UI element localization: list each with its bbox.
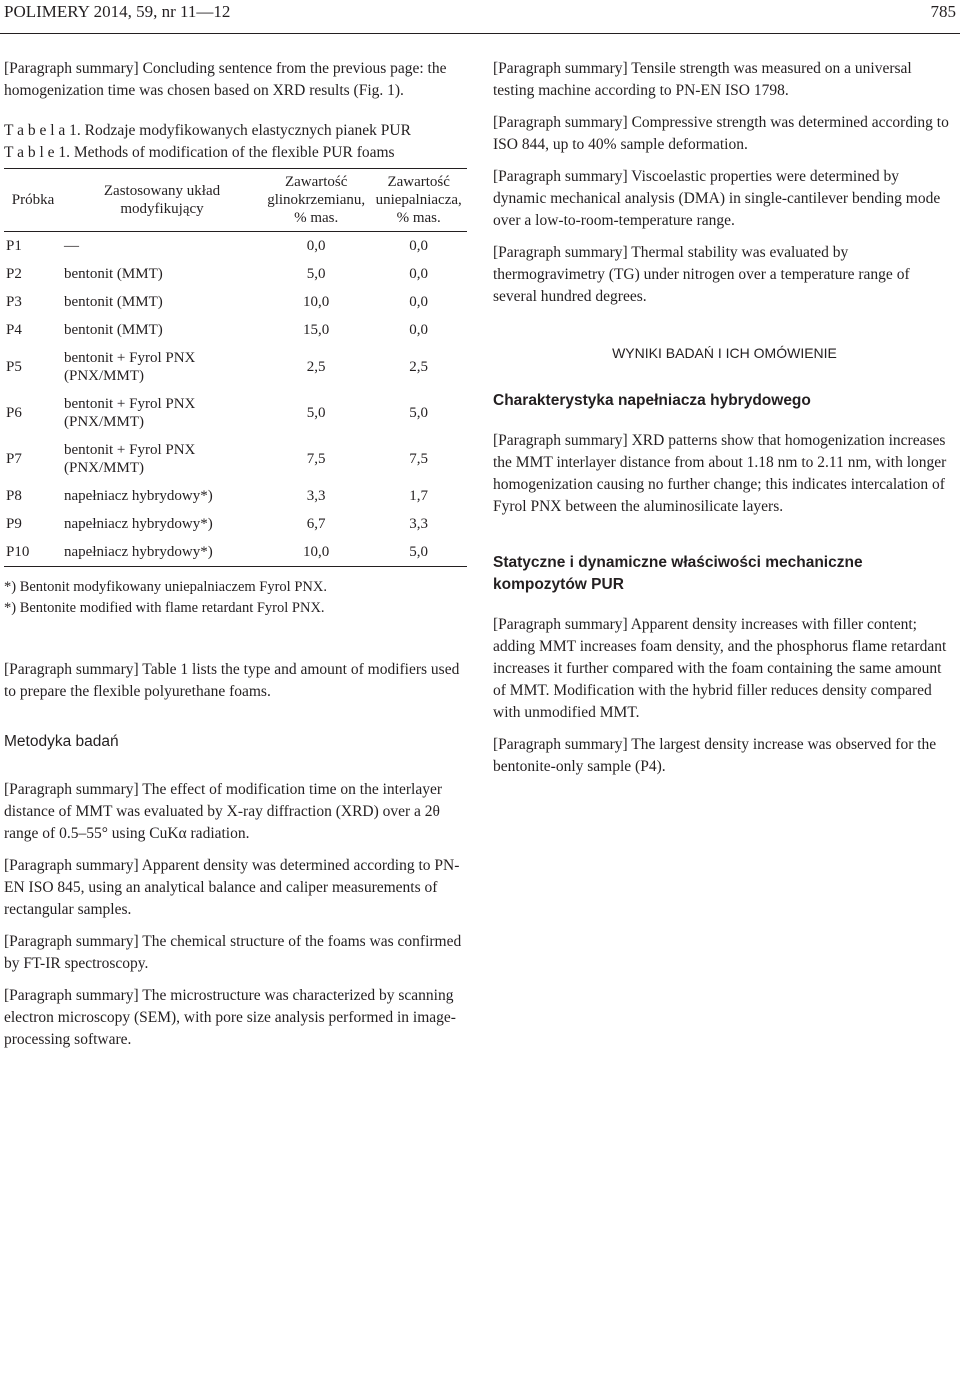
cell-retardant-content: 0,0 bbox=[409, 266, 429, 282]
mech-method-paragraph: [Paragraph summary] Compressive strength was determined according to ISO 844, up to 40% sample deformation. bbox=[493, 114, 949, 153]
table-body bbox=[4, 232, 467, 567]
cell-modifier: bentonit + Fyrol PNX (PNX/MMT) bbox=[64, 350, 196, 384]
cell-sample: P3 bbox=[6, 294, 22, 310]
cell-modifier: bentonit + Fyrol PNX (PNX/MMT) bbox=[64, 396, 196, 430]
table-row bbox=[4, 538, 467, 567]
journal-citation: POLIMERY 2014, 59, nr 11—12 bbox=[4, 2, 231, 21]
cell-retardant-content: 7,5 bbox=[409, 451, 429, 467]
methods-paragraph: [Paragraph summary] Apparent density was determined according to PN-EN ISO 845, using an analytical balance and caliper measurements of rectangular samples. bbox=[4, 857, 460, 918]
mech-method-paragraph: [Paragraph summary] Viscoelastic properties were determined by dynamic mechanical analysis (DMA) in single-cantilever bending mode over a low-to-room-temperature range. bbox=[493, 168, 941, 229]
heading-results: WYNIKI BADAŃ I ICH OMÓWIENIE bbox=[612, 345, 837, 361]
cell-retardant-content: 5,0 bbox=[409, 405, 429, 421]
cell-sample: P2 bbox=[6, 266, 22, 282]
heading-mechanical: Statyczne i dynamiczne właściwości mechaniczne kompozytów PUR bbox=[493, 554, 863, 593]
left-column bbox=[4, 58, 467, 1051]
heading-methods: Metodyka badań bbox=[4, 733, 119, 750]
heading-filler: Charakterystyka napełniacza hybrydowego bbox=[493, 392, 811, 409]
table-row bbox=[4, 288, 467, 316]
col-header-retardant: Zawartość uniepalniacza, % mas. bbox=[370, 169, 467, 232]
mech-method-paragraph: [Paragraph summary] Tensile strength was measured on a universal testing machine according to PN-EN ISO 1798. bbox=[493, 60, 912, 99]
cell-sample: P7 bbox=[6, 451, 22, 467]
cell-modifier: bentonit (MMT) bbox=[64, 322, 163, 338]
right-column bbox=[493, 58, 956, 778]
cell-retardant-content: 2,5 bbox=[409, 359, 429, 375]
cell-clay-content: 0,0 bbox=[306, 238, 326, 254]
filler-paragraph: [Paragraph summary] XRD patterns show that homogenization increases the MMT interlayer distance from about 1.18 nm to 2.11 nm, with longer homogenization causing no further change; this indicates intercalation of Fyrol PNX between the aluminosilicate layers. bbox=[493, 432, 947, 515]
cell-clay-content: 3,3 bbox=[306, 488, 326, 504]
table-footnote-pl: *) Bentonit modyfikowany uniepalniaczem Fyrol PNX. bbox=[4, 579, 327, 595]
table-row bbox=[4, 390, 467, 436]
cell-sample: P6 bbox=[6, 405, 22, 421]
cell-retardant-content: 0,0 bbox=[409, 294, 429, 310]
cell-retardant-content: 5,0 bbox=[370, 538, 467, 567]
cell-retardant-content: 1,7 bbox=[409, 488, 429, 504]
table-row bbox=[4, 510, 467, 538]
cell-retardant-content: 0,0 bbox=[409, 238, 429, 254]
cell-sample: P4 bbox=[6, 322, 22, 338]
mech-method-paragraph: [Paragraph summary] Thermal stability was evaluated by thermogravimetry (TG) under nitrogen over a temperature range of several hundred degrees. bbox=[493, 244, 910, 305]
density-paragraph: [Paragraph summary] The largest density increase was observed for the bentonite-only sample (P4). bbox=[493, 736, 937, 775]
table-row bbox=[4, 316, 467, 344]
cell-modifier: napełniacz hybrydowy*) bbox=[64, 516, 213, 532]
cell-clay-content: 5,0 bbox=[306, 405, 326, 421]
table-footnote-en: *) Bentonite modified with flame retardant Fyrol PNX. bbox=[4, 600, 325, 616]
cell-modifier: napełniacz hybrydowy*) bbox=[62, 538, 262, 567]
table-row bbox=[4, 344, 467, 390]
cell-sample: P5 bbox=[6, 359, 22, 375]
table-caption-en: T a b l e 1. Methods of modification of the flexible PUR foams bbox=[4, 144, 395, 161]
intro-summary: [Paragraph summary] Concluding sentence from the previous page: the homogenization time was chosen based on XRD results (Fig. 1). bbox=[4, 60, 447, 99]
table-row bbox=[4, 436, 467, 482]
cell-modifier: bentonit (MMT) bbox=[64, 294, 163, 310]
cell-clay-content: 7,5 bbox=[306, 451, 326, 467]
table-row bbox=[4, 260, 467, 288]
table-row bbox=[4, 232, 467, 261]
cell-clay-content: 5,0 bbox=[306, 266, 326, 282]
cell-modifier: — bbox=[64, 238, 79, 254]
cell-modifier: bentonit + Fyrol PNX (PNX/MMT) bbox=[64, 442, 196, 476]
table-1 bbox=[4, 168, 467, 567]
cell-clay-content: 10,0 bbox=[262, 538, 370, 567]
cell-sample: P1 bbox=[6, 238, 22, 254]
page-number: 785 bbox=[930, 2, 956, 21]
col-header-clay: Zawartość glinokrzemianu, % mas. bbox=[262, 169, 370, 232]
methods-paragraph: [Paragraph summary] The effect of modification time on the interlayer distance of MMT was evaluated by X-ray diffraction (XRD) over a 2θ range of 0.5–55° using CuKα radiation. bbox=[4, 781, 443, 842]
cell-clay-content: 6,7 bbox=[306, 516, 326, 532]
cell-sample: P9 bbox=[6, 516, 22, 532]
cell-retardant-content: 3,3 bbox=[409, 516, 429, 532]
cell-modifier: napełniacz hybrydowy*) bbox=[64, 488, 213, 504]
cell-sample: P8 bbox=[6, 488, 22, 504]
paragraph-table-summary: [Paragraph summary] Table 1 lists the type and amount of modifiers used to prepare the flexible polyurethane foams. bbox=[4, 661, 460, 700]
table-header-row bbox=[4, 169, 467, 232]
col-header-sample: Próbka bbox=[4, 169, 62, 232]
methods-paragraph: [Paragraph summary] The microstructure was characterized by scanning electron microscopy (SEM), with pore size analysis performed in image-processing software. bbox=[4, 987, 456, 1048]
cell-sample: P10 bbox=[4, 538, 62, 567]
table-caption-pl: T a b e l a 1. Rodzaje modyfikowanych elastycznych pianek PUR bbox=[4, 122, 411, 139]
cell-clay-content: 10,0 bbox=[303, 294, 330, 310]
methods-paragraph: [Paragraph summary] The chemical structure of the foams was confirmed by FT-IR spectroscopy. bbox=[4, 933, 462, 972]
cell-modifier: bentonit (MMT) bbox=[64, 266, 163, 282]
density-paragraph: [Paragraph summary] Apparent density increases with filler content; adding MMT increases foam density, and the phosphorus flame retardant increases it further compared with the foam containing the same amount of MMT. Modification with the hybrid filler reduces density compared with unmodified MMT. bbox=[493, 616, 947, 721]
cell-clay-content: 2,5 bbox=[306, 359, 326, 375]
page-header bbox=[0, 0, 960, 34]
table-row bbox=[4, 482, 467, 510]
col-header-modifier: Zastosowany układ modyfikujący bbox=[62, 169, 262, 232]
cell-clay-content: 15,0 bbox=[303, 322, 330, 338]
cell-retardant-content: 0,0 bbox=[409, 322, 429, 338]
